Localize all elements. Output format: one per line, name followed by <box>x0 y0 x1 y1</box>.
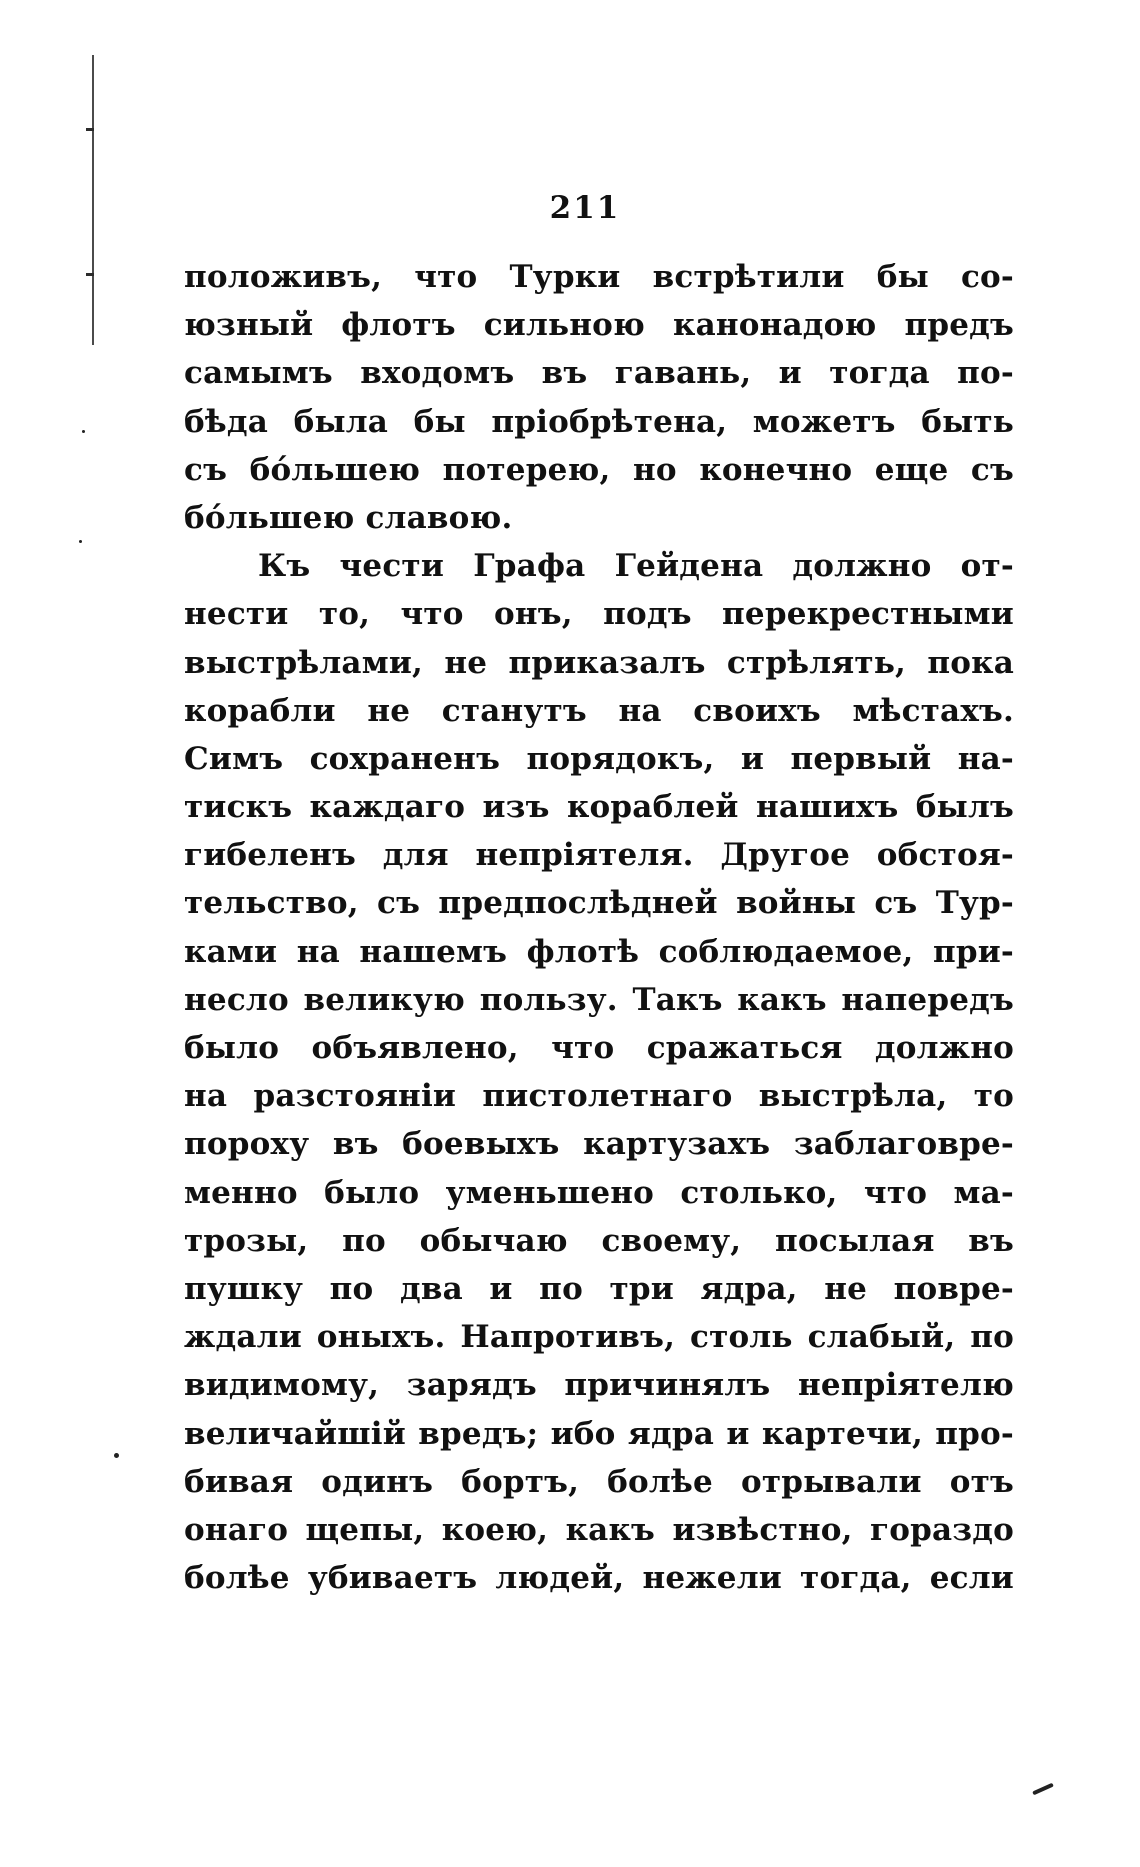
text-line: нести то, что онъ, подъ перекрестными <box>184 596 1014 633</box>
body-text <box>184 253 1014 1602</box>
text-line: бѣда была бы пріобрѣтена, можетъ быть <box>184 403 1014 440</box>
margin-tick <box>86 128 94 131</box>
text-line: Къ чести Графа Гейдена должно от- <box>258 548 1014 585</box>
text-line: бо́льшею славою. <box>184 499 513 536</box>
text-line: было объявлено, что сражаться должно <box>184 1030 1014 1066</box>
text-line: самымъ входомъ въ гавань, и тогда по- <box>184 355 1014 392</box>
text-line: менно было уменьшено столько, что ма- <box>184 1174 1014 1211</box>
text-line: тискъ каждаго изъ кораблей нашихъ былъ <box>184 789 1014 826</box>
text-line: выстрѣлами, не приказалъ стрѣлять, пока <box>184 644 1014 681</box>
text-line: юзный флотъ сильною канонадою предъ <box>184 307 1014 344</box>
page-number: 211 <box>549 190 621 226</box>
text-line: трозы, по обычаю своему, посылая въ <box>184 1222 1014 1259</box>
text-line: несло великую пользу. Такъ какъ напередъ <box>184 981 1014 1018</box>
text-line: видимому, зарядъ причинялъ непріятелю <box>184 1367 1014 1404</box>
text-line: болѣе убиваетъ людей, нежели тогда, если <box>184 1560 1014 1597</box>
text-line: тельство, съ предпослѣдней войны съ Тур- <box>184 885 1014 922</box>
text-line: онаго щепы, коею, какъ извѣстно, гораздо <box>184 1511 1014 1548</box>
margin-tick <box>86 273 94 276</box>
text-line: бивая одинъ бортъ, болѣе отрывали отъ <box>184 1463 1014 1500</box>
text-line: положивъ, что Турки встрѣтили бы со- <box>184 259 1014 295</box>
text-line: ками на нашемъ флотѣ соблюдаемое, при- <box>184 933 1014 970</box>
text-line: корабли не станутъ на своихъ мѣстахъ. <box>184 692 1014 729</box>
ink-speck <box>79 540 82 543</box>
text-line: пушку по два и по три ядра, не повре- <box>184 1270 1014 1307</box>
ink-speck <box>114 1453 119 1458</box>
ink-speck <box>82 430 85 433</box>
text-line: съ бо́льшею потерею, но конечно еще съ <box>184 451 1014 488</box>
text-line: гибеленъ для непріятеля. Другое обстоя- <box>184 837 1014 874</box>
text-line: ждали оныхъ. Напротивъ, столь слабый, по <box>184 1319 1014 1356</box>
margin-rule <box>92 55 94 345</box>
text-line: Симъ сохраненъ порядокъ, и первый на- <box>184 740 1014 777</box>
text-line: величайшій вредъ; ибо ядра и картечи, про- <box>184 1415 1014 1452</box>
text-line: на разстояніи пистолетнаго выстрѣла, то <box>184 1078 1014 1115</box>
text-line: пороху въ боевыхъ картузахъ заблаговре- <box>184 1126 1014 1163</box>
ink-mark <box>1032 1783 1054 1796</box>
